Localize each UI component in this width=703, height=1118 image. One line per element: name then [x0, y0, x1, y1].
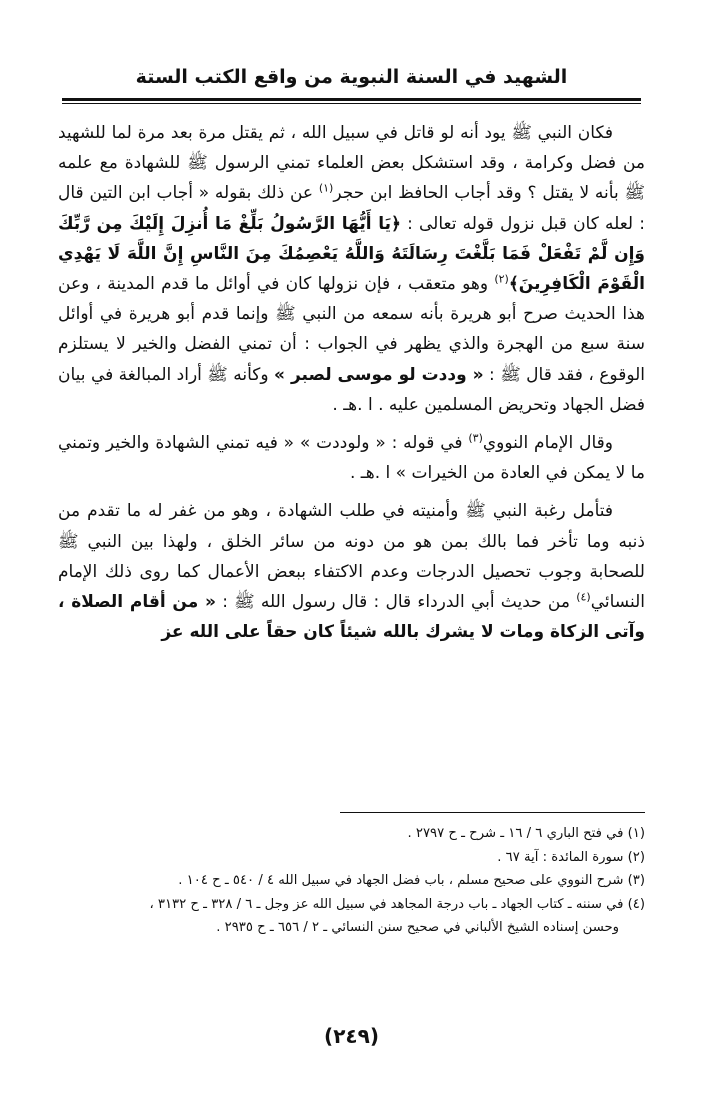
footnote: وحسن إسناده الشيخ الألباني في صحيح سنن النسائي ـ ٢ / ٦٥٦ ـ ح ٢٩٣٥ . [216, 920, 619, 935]
footnote: (١) في فتح الباري ٦ / ١٦ ـ شرح ـ ح ٢٧٩٧ . [407, 826, 645, 841]
footnote-separator [340, 812, 645, 813]
footnote: (٢) سورة المائدة : آية ٦٧ . [497, 849, 645, 865]
text-run: فتأمل رغبة النبي ﷺ وأمنيته في طلب الشهادة ، وهو من غفر له ما تقدم من ذنبه وما تأخر فما بالك بمن هو من دونه من سائر الخلق ، ولهذا بين النبي ﷺ للصحابة وجوب تحصيل الدرجات وعدم الاكتفاء ببعض الأعمال كما روى ذلك الإمام النسائي [58, 501, 645, 613]
header-rule [62, 98, 641, 101]
footnote-ref: (٤) [576, 590, 591, 604]
footnote: (٣) شرح النووي على صحيح مسلم ، باب فضل الجهاد في سبيل الله ٤ / ٥٤٠ ـ ح ١٠٤ . [178, 873, 645, 888]
page-number: (٢٤٩) [324, 1024, 379, 1048]
quoted-text: « من أقام الصلاة ، وآتى الزكاة ومات لا يشرك بالله شيئاً كان حقاً على الله عز [58, 592, 645, 643]
paragraph [58, 118, 645, 420]
quoted-text: ﴿يَا أَيُّهَا الرَّسُولُ بَلِّغْ مَا أُنزِلَ إِلَيْكَ مِن رَّبِّكَ وَإِن لَّمْ تَفْعَلْ فَمَا بَلَّغْتَ رِسَالَتَهُ وَاللَّهُ يَعْصِمُكَ مِنَ النَّاسِ إِنَّ اللَّهَ لَا يَهْدِي الْقَوْمَ الْكَافِرِينَ﴾ [58, 213, 646, 295]
text-run: وكأنه ﷺ أراد المبالغة في بيان فضل الجهاد وتحريض المسلمين عليه . ا .هـ . [58, 364, 645, 415]
quoted-text: « وددت لو موسى لصبر » [274, 364, 484, 385]
text-run: فكان النبي ﷺ يود أنه لو قاتل في سبيل الله ، ثم يقتل مرة بعد مرة لما للشهيد من فضل وكرامة ، وقد استشكل بعض العلماء تمني الرسول ﷺ للشهادة مع علمه ﷺ بأنه لا يقتل ؟ وقد أجاب الحافظ ابن حجر [58, 123, 646, 204]
main-text [58, 118, 645, 647]
header-rule-thin [62, 103, 641, 104]
paragraph [58, 496, 645, 647]
footnote-ref: (٣) [468, 431, 483, 445]
text-run: وهو متعقب ، فإن نزولها كان في أوائل ما قدم المدينة ، وعن هذا الحديث صرح أبو هريرة بأنه سمعه من النبي ﷺ وإنما قدم أبو هريرة في أوائل سنة سبع من الهجرة والذي يظهر في الجواب : أن تمني الفضل والخير لا يستلزم الوقوع ، فقد قال ﷺ : [58, 274, 646, 385]
footnotes [58, 822, 645, 940]
text-run: من حديث أبي الدرداء قال : قال رسول الله ﷺ : [215, 592, 577, 613]
paragraph [58, 428, 645, 488]
running-header: الشهيد في السنة النبوية من واقع الكتب الستة [135, 66, 568, 88]
footnote-ref: (١) [318, 181, 334, 195]
text-run: وقال الإمام النووي [482, 433, 613, 454]
text-run: في قوله : « ولوددت » « فيه تمني الشهادة والخير وتمني ما لا يمكن في العادة من الخيرات » ا .هـ . [58, 433, 645, 484]
footnote-ref: (٢) [494, 272, 509, 286]
footnote: (٤) في سننه ـ كتاب الجهاد ـ باب درجة المجاهد في سبيل الله عز وجل ـ ٦ / ٣٢٨ ـ ح ٣١٣٢ ، [149, 896, 645, 912]
text-run: عن ذلك بقوله « أجاب ابن التين قال : لعله كان قبل نزول قوله تعالى : [58, 183, 645, 234]
